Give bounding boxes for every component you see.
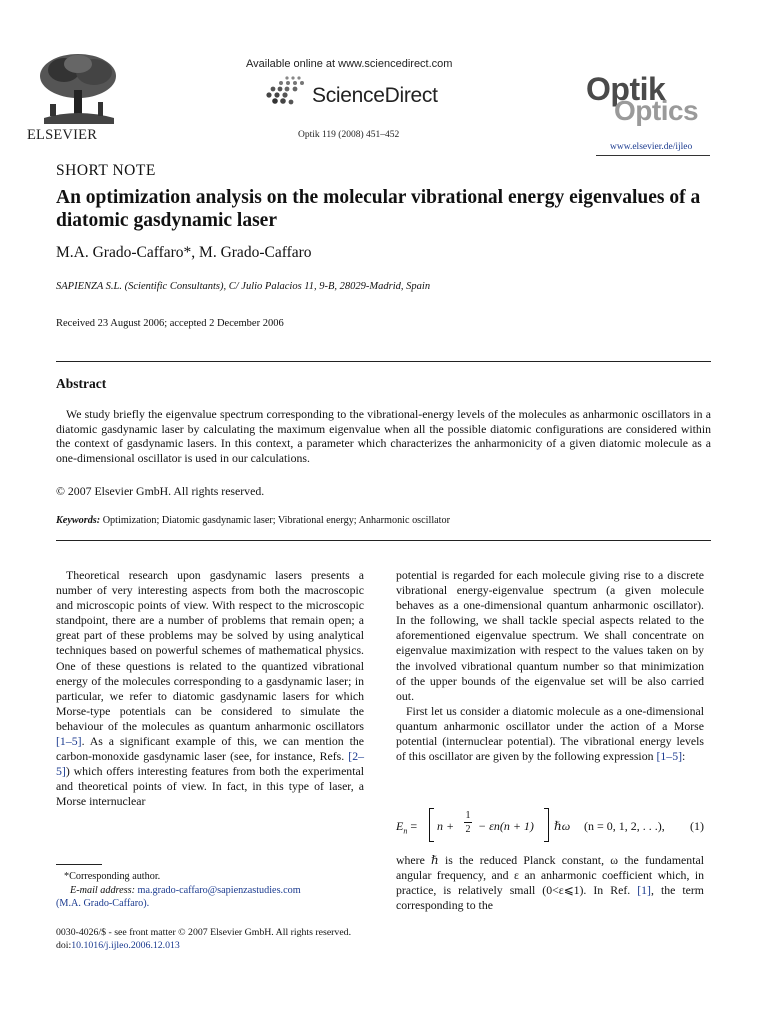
corresponding-author-note: *Corresponding author. [64, 871, 161, 882]
divider [56, 361, 711, 362]
fraction-half: 1 2 [465, 810, 471, 835]
email-line: E-mail address: ma.grado-caffaro@sapienzastudies.com [70, 884, 301, 896]
citation-link[interactable]: [1–5] [56, 734, 82, 749]
body-right-column [396, 568, 704, 764]
equation-term: n + [437, 819, 455, 833]
abstract-heading: Abstract [56, 376, 107, 391]
body-text: , the term corresponding to the [396, 883, 704, 913]
email-link[interactable]: ma.grado-caffaro@sapienzastudies.com [137, 884, 301, 896]
body-text: First let us consider a diatomic molecule as a one-dimensional quantum anharmonic oscillator under the action of a Morse potential (internuclear potential). The vibrational energy levels of this oscillator are given by the following expression [396, 703, 704, 764]
sciencedirect-wordmark: ScienceDirect [312, 84, 438, 107]
elsevier-tree-icon [36, 52, 120, 126]
equation-hbar-omega: ℏω [554, 819, 571, 833]
right-bracket [544, 808, 549, 842]
optik-logo-line1: Optik [586, 71, 666, 107]
article-authors: M.A. Grado-Caffaro*, M. Grado-Caffaro [56, 244, 312, 261]
elsevier-logo [24, 52, 130, 144]
header-rule [596, 155, 710, 156]
publisher-wordmark: ELSEVIER [27, 127, 98, 143]
received-dates: Received 23 August 2006; accepted 2 December 2006 [56, 318, 284, 329]
keywords-text: Optimization; Diatomic gasdynamic laser; Vibrational energy; Anharmonic oscillator [102, 515, 450, 526]
abstract-text: We study briefly the eigenvalue spectrum corresponding to the vibrational-energy levels of the molecules as anharmonic oscillators in a diatomic gasdynamic laser by calculating the maximum eigenvalue when all the possible diatomic configurations are considered within the context of gasdynamic lasers. In this context, a parameter which characterizes the anharmonicity of a given diatomic molecule as a one-dimensional oscillator is used in our calculations. [56, 407, 711, 465]
citation-link[interactable]: [2–5] [56, 749, 365, 779]
body-text: Theoretical research upon gasdynamic lasers presents a number of very interesting aspects from both the macroscopic and microscopic points of view. With respect to the microscopic standpoint, there are a number of problems that remain open; a great part of these problems may be solved by using analytical techniques based on powerful schemes of mathematical physics. One of these questions is related to the quantized vibrational energy of the molecules corresponding to a gasdynamic laser; in particular, we refer to diatomic gasdynamic lasers for which Morse-type potentials can be considered to simulate the behaviour of the molecules as quantum anharmonic oscillators [56, 568, 364, 733]
optik-logo-line2: Optics [614, 95, 699, 126]
equation-number: (1) [690, 819, 704, 833]
issn-line: 0030-4026/$ - see front matter © 2007 Elsevier GmbH. All rights reserved. [56, 927, 352, 938]
email-owner: (M.A. Grado-Caffaro). [56, 898, 150, 910]
body-text: . As a significant example of this, we can mention the carbon-monoxide gasdynamic laser (see, for instance, Refs. [56, 734, 364, 764]
doi-link[interactable]: 10.1016/j.ijleo.2006.12.013 [71, 939, 180, 951]
divider [56, 540, 711, 541]
equation-1 [396, 808, 704, 846]
optik-journal-logo [584, 72, 706, 132]
body-paragraph [396, 704, 704, 764]
body-left-column [56, 568, 364, 810]
sciencedirect-dots-icon [265, 75, 309, 107]
body-paragraph: potential is regarded for each molecule giving rise to a discrete vibrational energy-eigenvalue spectrum (a given molecule behaves as a one-dimensional quantum anharmonic oscillator). In the following, we shall tackle special aspects related to the aforementioned eigenvalue spectrum. We shall concentrate on eigenvalue maximization with respect to the values taken on by the involved vibrational quantum number so that minimization of the upper bounds of the eigenvalue set will be also carried out. [396, 568, 704, 703]
front-matter [56, 927, 351, 953]
citation-link[interactable]: [1] [637, 883, 651, 898]
available-online-text[interactable]: Available online at www.sciencedirect.com [246, 58, 453, 70]
section-label: SHORT NOTE [56, 162, 156, 179]
body-text: where ℏ is the reduced Planck constant, ω the fundamental angular frequency, and ε an anharmonic coefficient which, in practice, is relatively small (0<ε⩽1). In Ref. [396, 853, 704, 898]
doi-line: doi:10.1016/j.ijleo.2006.12.013 [56, 939, 180, 951]
body-paragraph [396, 853, 704, 913]
body-text: ) which offers interesting features from both the experimental and theoretical points of view. In fact, in this type of laser, a Morse internuclear [56, 764, 364, 809]
keywords [56, 515, 450, 526]
journal-reference: Optik 119 (2008) 451–452 [298, 130, 400, 140]
keywords-label: Keywords: [56, 515, 101, 526]
equation-lhs: $E_n$ = [396, 819, 418, 836]
article-title: An optimization analysis on the molecular vibrational energy eigenvalues of a diatomic gasdynamic laser [56, 187, 701, 231]
footnote [56, 870, 376, 911]
abstract-copyright: © 2007 Elsevier GmbH. All rights reserved. [56, 484, 265, 498]
citation-link[interactable]: [1–5] [656, 749, 683, 764]
author-affiliation: SAPIENZA S.L. (Scientific Consultants), C/ Julio Palacios 11, 9-B, 28029-Madrid, Spain [56, 281, 431, 292]
footnote-rule [56, 864, 102, 865]
equation-term: − εn(n + 1) [478, 819, 534, 833]
body-right-column-continued [396, 853, 704, 913]
left-bracket [429, 808, 434, 842]
journal-url-link[interactable]: www.elsevier.de/ijleo [610, 142, 693, 152]
equation-condition: (n = 0, 1, 2, . . .), [584, 819, 665, 833]
body-paragraph [56, 568, 364, 810]
body-text: : [682, 749, 686, 764]
